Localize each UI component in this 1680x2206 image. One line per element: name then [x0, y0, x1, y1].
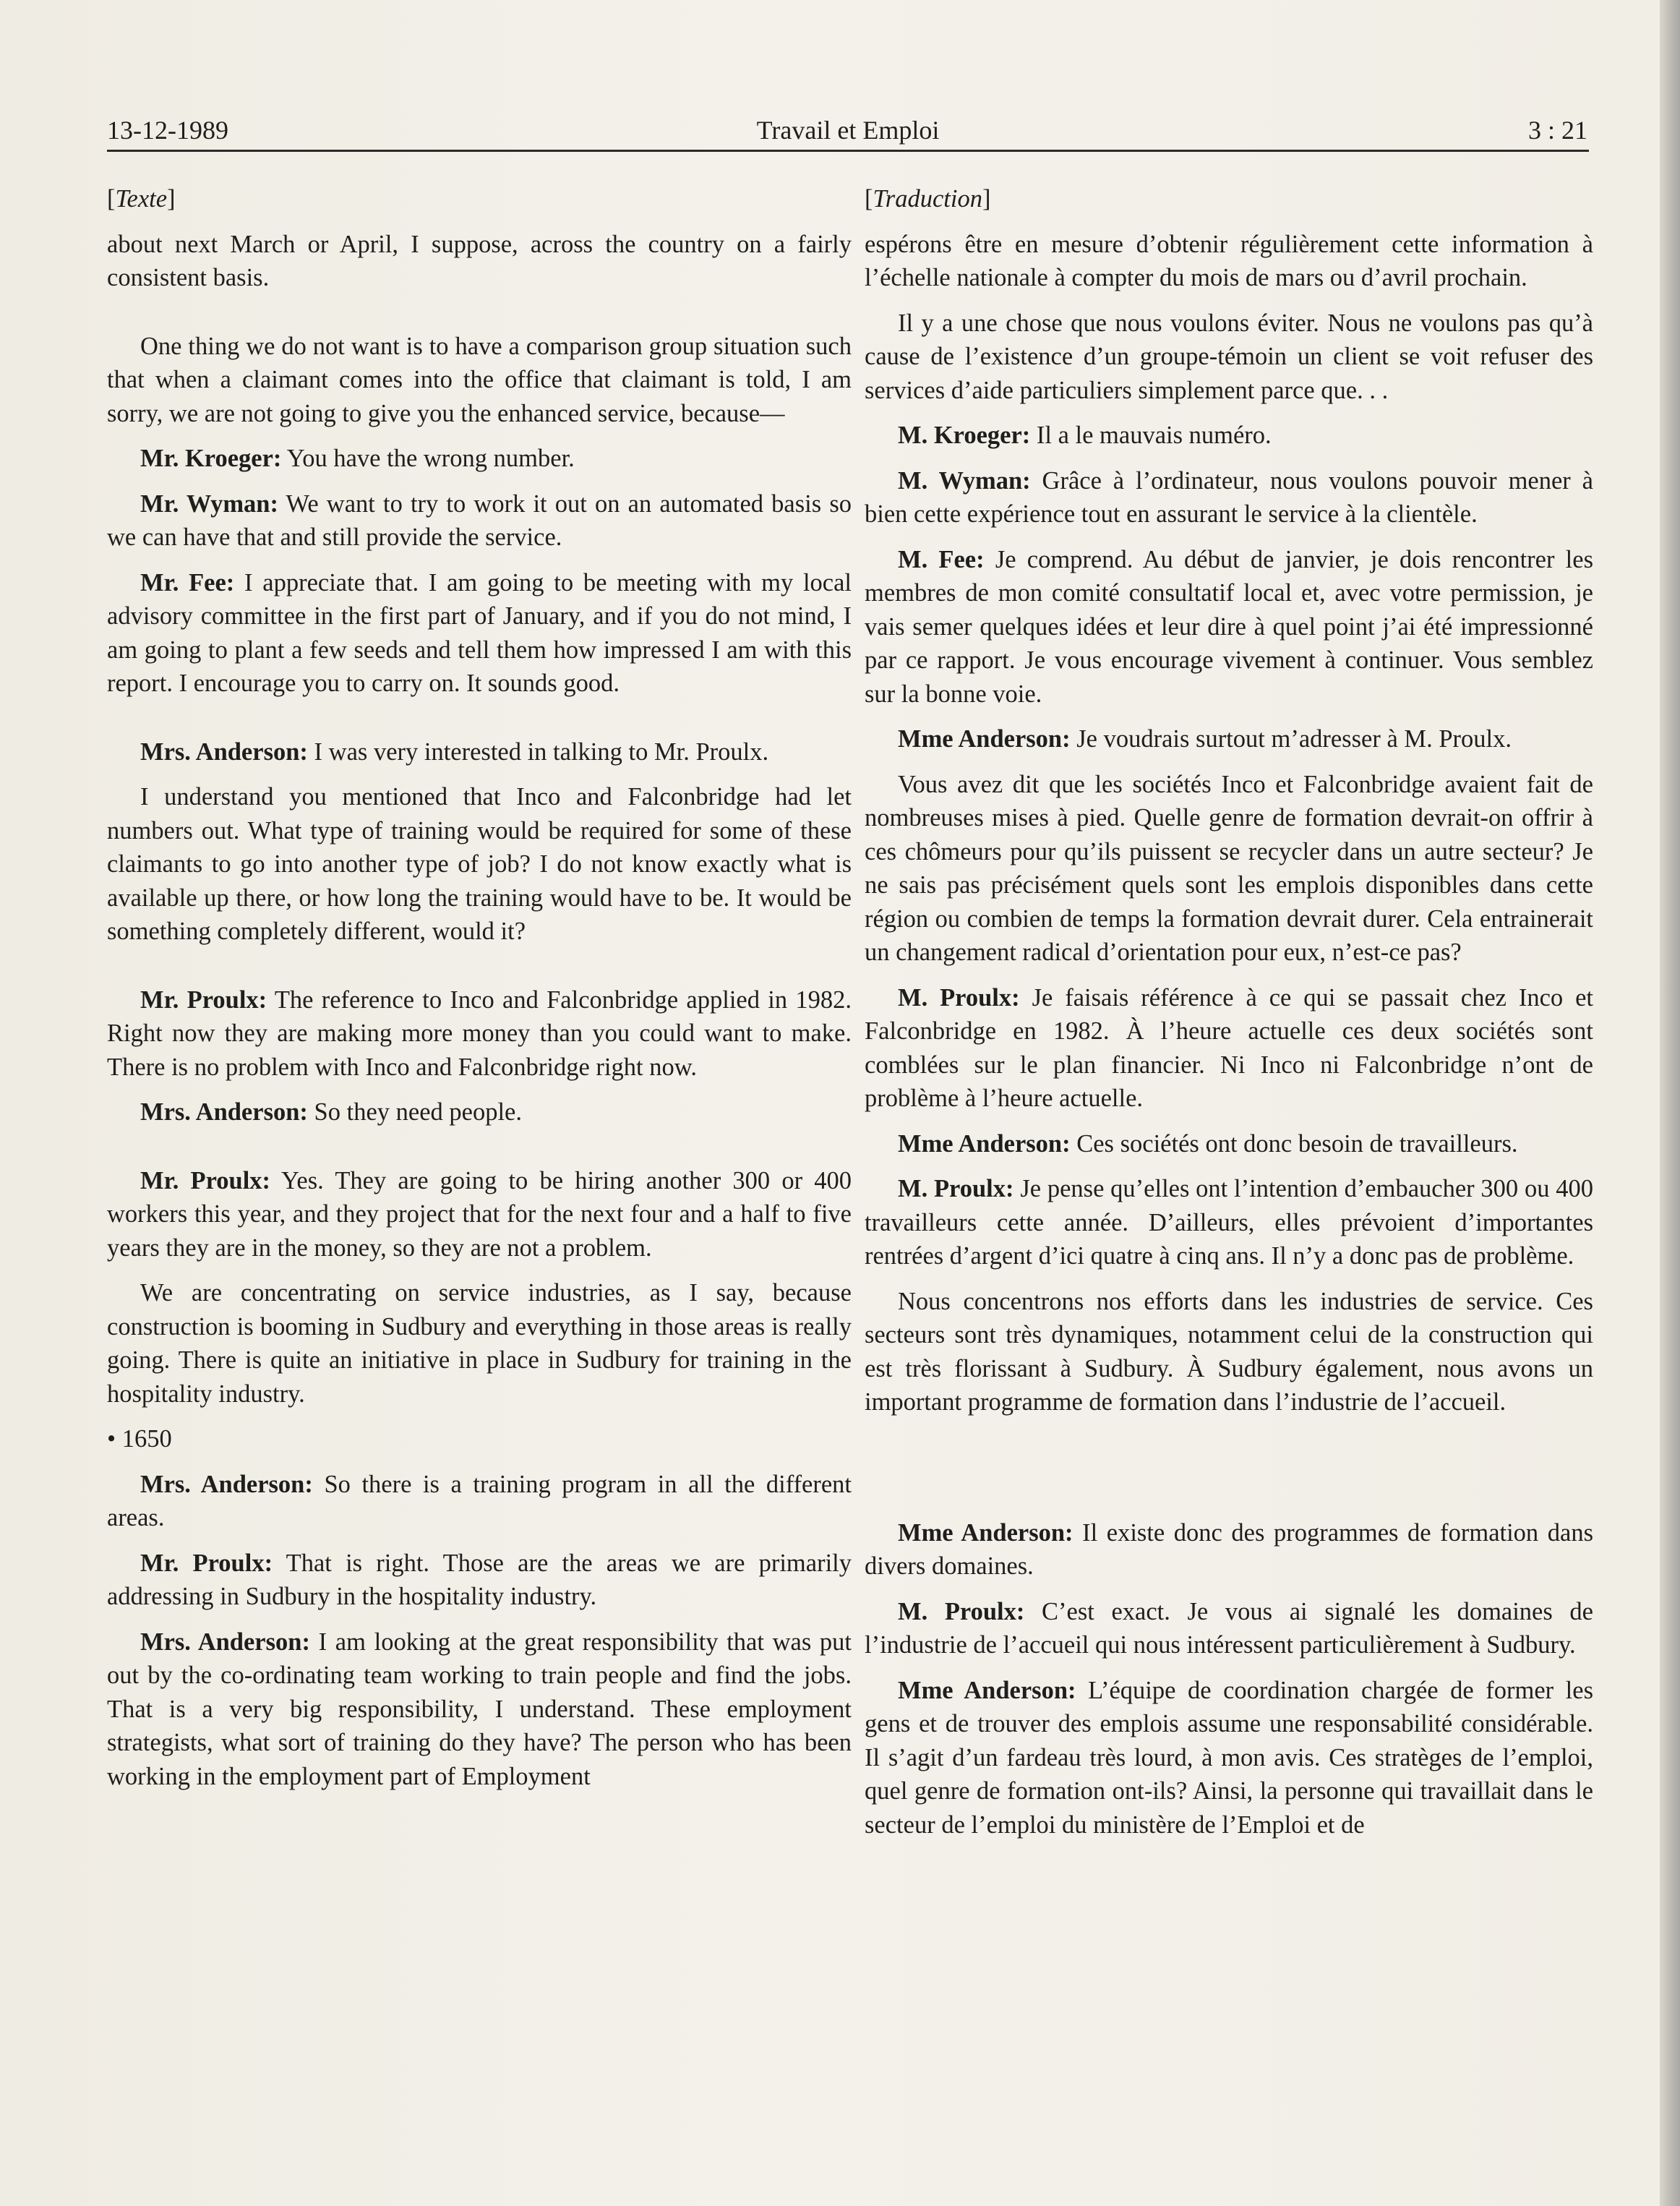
speaker-name: Mrs. Anderson: — [140, 1628, 310, 1656]
speaker-name: M. Proulx: — [898, 983, 1020, 1012]
speech-fee: Mr. Fee: I appreciate that. I am going to be meeting with my local advisory committee in the first part of January, and if you do not mind, I am going to plant a few seeds and tell them how impressed I am with this report. I encourage you to carry on. It sounds good. — [107, 568, 852, 697]
paragraph: espérons être en mesure d’obtenir régulièrement cette information à l’échelle nationale à compter du mois de mars ou d’avril prochain. — [865, 230, 1593, 291]
speech-proulx: M. Proulx: C’est exact. Je vous ai signalé les domaines de l’industrie de l’accueil qui nous intéressent particulièrement à Sudbury. — [865, 1597, 1593, 1659]
time-marker: • 1650 — [107, 1425, 172, 1453]
paragraph: I understand you mentioned that Inco and Falconbridge had let numbers out. What type of training would be required for some of these claimants to go into another type of job? I do not know exactly what is available up there, or how long the training would have to be. It would be something completely different, would it? — [107, 783, 852, 945]
speaker-name: M. Kroeger: — [898, 422, 1031, 449]
speech-anderson: Mrs. Anderson: I was very interested in talking to Mr. Proulx. — [140, 738, 769, 766]
section-label-texte: [Texte] — [107, 185, 176, 213]
speech-wyman: Mr. Wyman: We want to try to work it out on an automated basis so we can have that and still provide the service. — [107, 489, 852, 551]
paragraph: about next March or April, I suppose, across the country on a fairly consistent basis. — [107, 230, 852, 291]
english-column — [107, 182, 852, 1805]
page-edge-shadow — [1660, 0, 1680, 2206]
french-column — [865, 182, 1593, 1853]
speech-anderson: Mme Anderson: L’équipe de coordination chargée de former les gens et de trouver des emplois assume une responsabilité considérable. Il s’agit d’un fardeau très lourd, à mon avis. Ces stratèges de l’emploi, quel genre de formation ont-ils? Ainsi, la personne qui travaillait dans le secteur de l’emploi du ministère de l’Emploi et de — [865, 1676, 1593, 1839]
speech-proulx: Mr. Proulx: The reference to Inco and Falconbridge applied in 1982. Right now they are making more money than you could want to make. There is no problem with Inco and Falconbridge right now. — [107, 986, 852, 1081]
header-date: 13-12-1989 — [107, 116, 228, 145]
speech-anderson: Mme Anderson: Je voudrais surtout m’adresser à M. Proulx. — [898, 725, 1512, 753]
speech-proulx: Mr. Proulx: That is right. Those are the areas we are primarily addressing in Sudbury in the hospitality industry. — [107, 1549, 852, 1610]
speaker-name: M. Proulx: — [898, 1597, 1025, 1625]
paragraph: Vous avez dit que les sociétés Inco et Falconbridge avaient fait de nombreuses mises à pied. Quelle genre de formation devrait-on offrir à ces chômeurs pour qu’ils puissent se recycler dans un autre secteur? Je ne sais pas précisément quels sont les emplois disponibles dans cette région ou combien de temps la formation devrait durer. Cela entrainerait un changement radical d’orientation pour eux, n’est-ce pas? — [865, 770, 1593, 966]
speech-kroeger: M. Kroeger: Il a le mauvais numéro. — [898, 422, 1272, 449]
speaker-name: Mr. Proulx: — [140, 1549, 273, 1577]
speaker-name: Mme Anderson: — [898, 725, 1071, 753]
paragraph: We are concentrating on service industries, as I say, because construction is booming in Sudbury and everything in those areas is really going. There is quite an initiative in place in Sudbury for training in the hospitality industry. — [107, 1279, 852, 1408]
speaker-name: Mr. Proulx: — [140, 1166, 271, 1194]
header-title: Travail et Emploi — [756, 116, 940, 145]
speech-anderson: Mrs. Anderson: So there is a training program in all the different areas. — [107, 1470, 852, 1531]
speaker-name: Mr. Fee: — [140, 568, 235, 597]
speaker-name: Mrs. Anderson: — [140, 1098, 308, 1126]
running-header — [107, 112, 1589, 152]
speaker-name: Mrs. Anderson: — [140, 738, 308, 766]
speaker-name: Mr. Kroeger: — [140, 445, 282, 472]
speaker-name: M. Fee: — [898, 545, 985, 573]
speech-fee: M. Fee: Je comprend. Au début de janvier, je dois rencontrer les membres de mon comité consultatif local et, avec votre permission, je vais semer quelques idées et leur dire à quel point j’ai été impressionné par ce rapport. Je vous encourage vivement à continuer. Vous semblez sur la bonne voie. — [865, 545, 1593, 708]
paragraph: One thing we do not want is to have a comparison group situation such that when a claimant comes into the office that claimant is told, I am sorry, we are not going to give you the enhanced service, because— — [107, 332, 852, 427]
speaker-name: M. Proulx: — [898, 1175, 1014, 1202]
paragraph: Il y a une chose que nous voulons éviter. Nous ne voulons pas qu’à cause de l’existence d’un groupe-témoin un client se voit refuser des services d’aide particuliers simplement parce que. . . — [865, 309, 1593, 404]
speech-anderson: Mrs. Anderson: I am looking at the great responsibility that was put out by the co-ordinating team working to train people and find the jobs. That is a very big responsibility, I understand. These employment strategists, what sort of training do they have? The person who has been working in the employment part of Employment — [107, 1628, 852, 1790]
speaker-name: Mr. Wyman: — [140, 489, 278, 518]
speaker-name: Mr. Proulx: — [140, 986, 267, 1014]
speech-wyman: M. Wyman: Grâce à l’ordinateur, nous voulons pouvoir mener à bien cette expérience tout en assurant le service à la clientèle. — [865, 466, 1593, 528]
speech-anderson: Mme Anderson: Ces sociétés ont donc besoin de travailleurs. — [898, 1129, 1518, 1158]
speaker-name: Mme Anderson: — [898, 1129, 1071, 1158]
speech-proulx: M. Proulx: Je faisais référence à ce qui se passait chez Inco et Falconbridge en 1982. À l’heure actuelle ces deux sociétés sont comblées sur le plan financier. Ni Inco ni Falconbridge n’ont de problème à l’heure actuelle. — [865, 983, 1593, 1112]
speech-kroeger: Mr. Kroeger: You have the wrong number. — [140, 445, 575, 472]
section-label-traduction: [Traduction] — [865, 185, 991, 213]
paragraph: Nous concentrons nos efforts dans les industries de service. Ces secteurs sont très dynamiques, notamment celui de la construction qui est très florissant à Sudbury. À Sudbury également, nous avons un important programme de formation dans l’industrie de l’accueil. — [865, 1287, 1593, 1416]
speech-anderson: Mme Anderson: Il existe donc des programmes de formation dans divers domaines. — [865, 1518, 1593, 1580]
speaker-name: Mme Anderson: — [898, 1518, 1073, 1547]
speaker-name: Mme Anderson: — [898, 1676, 1076, 1704]
speech-proulx: Mr. Proulx: Yes. They are going to be hiring another 300 or 400 workers this year, and they project that for the next four and a half to five years they are in the money, so they are not a problem. — [107, 1166, 852, 1262]
header-page-number: 3 : 21 — [1527, 116, 1587, 145]
speech-proulx: M. Proulx: Je pense qu’elles ont l’intention d’embaucher 300 ou 400 travailleurs cette année. D’ailleurs, elles prévoient d’importantes rentrées d’argent d’ici quatre à cinq ans. Il n’y a donc pas de problème. — [865, 1175, 1594, 1270]
speaker-name: Mrs. Anderson: — [140, 1470, 313, 1498]
speaker-name: M. Wyman: — [898, 466, 1031, 495]
speech-anderson: Mrs. Anderson: So they need people. — [140, 1098, 522, 1126]
